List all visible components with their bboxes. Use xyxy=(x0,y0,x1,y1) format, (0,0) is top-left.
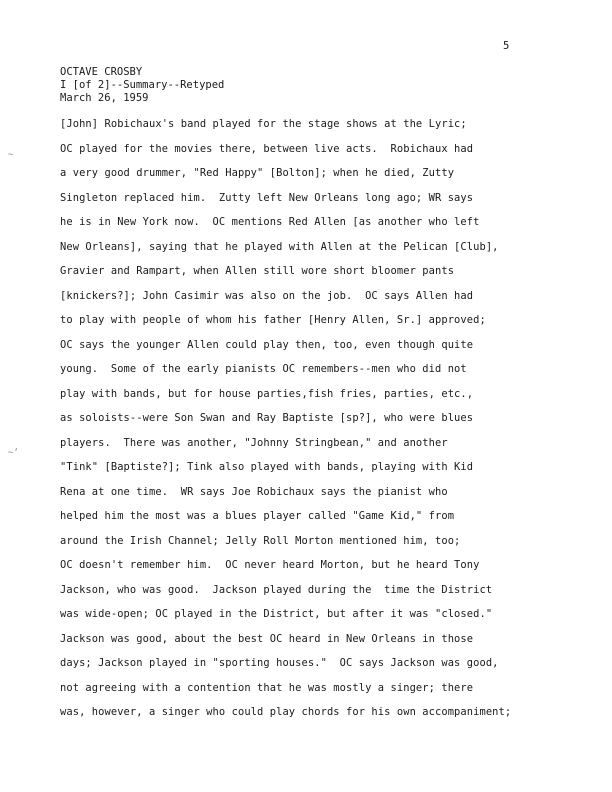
margin-scribble-middle: ∼‘ xyxy=(8,448,19,458)
text-line: OC doesn't remember him. OC never heard Morton, but he heard Tony xyxy=(60,559,480,571)
text-line: OC says the younger Allen could play then, too, even though quite xyxy=(60,338,474,351)
text-line: as soloists--were Son Swan and Ray Baptiste [sp?], who were blues xyxy=(60,412,474,424)
text-line: OC played for the movies there, between live acts. Robichaux had xyxy=(60,142,474,155)
text-line: days; Jackson played in "sporting houses." OC says Jackson was good, xyxy=(60,657,499,669)
margin-scribble-top: ∼ xyxy=(8,150,14,160)
document-header xyxy=(60,66,224,105)
reel-summary-label: I [of 2]--Summary--Retyped xyxy=(60,79,225,91)
text-line: a very good drummer, "Red Happy" [Bolton]; when he died, Zutty xyxy=(60,167,455,179)
text-line: was, however, a singer who could play chords for his own accompaniment; xyxy=(60,706,512,718)
text-line: helped him the most was a blues player called "Game Kid," from xyxy=(60,510,455,522)
text-line: around the Irish Channel; Jelly Roll Morton mentioned him, too; xyxy=(60,534,461,547)
text-line: was wide-open; OC played in the District, but after it was "closed." xyxy=(60,608,493,620)
interviewee-name: OCTAVE CROSBY xyxy=(60,66,143,78)
text-line: Rena at one time. WR says Joe Robichaux says the pianist who xyxy=(60,485,448,498)
page-number: 5 xyxy=(503,40,510,52)
text-line: [John] Robichaux's band played for the stage shows at the Lyric; xyxy=(60,118,467,130)
text-line: he is in New York now. OC mentions Red Allen [as another who left xyxy=(60,216,480,228)
text-line: players. There was another, "Johnny Stringbean," and another xyxy=(60,436,448,449)
text-line: New Orleans], saying that he played with Allen at the Pelican [Club], xyxy=(60,240,499,253)
text-line: Jackson was good, about the best OC heard in New Orleans in those xyxy=(60,632,474,645)
text-line: [knickers?]; John Casimir was also on the job. OC says Allen had xyxy=(60,289,474,302)
text-line: not agreeing with a contention that he was mostly a singer; there xyxy=(60,681,474,694)
text-line: young. Some of the early pianists OC remembers--men who did not xyxy=(60,363,467,375)
text-line: play with bands, but for house parties,fish fries, parties, etc., xyxy=(60,387,474,400)
transcript-body xyxy=(60,112,580,725)
text-line: "Tink" [Baptiste?]; Tink also played with bands, playing with Kid xyxy=(60,461,474,473)
text-line: Jackson, who was good. Jackson played during the time the District xyxy=(60,583,493,596)
interview-date: March 26, 1959 xyxy=(60,92,149,104)
text-line: Gravier and Rampart, when Allen still wore short bloomer pants xyxy=(60,265,455,277)
text-line: Singleton replaced him. Zutty left New Orleans long ago; WR says xyxy=(60,191,474,204)
text-line: to play with people of whom his father [Henry Allen, Sr.] approved; xyxy=(60,314,486,326)
